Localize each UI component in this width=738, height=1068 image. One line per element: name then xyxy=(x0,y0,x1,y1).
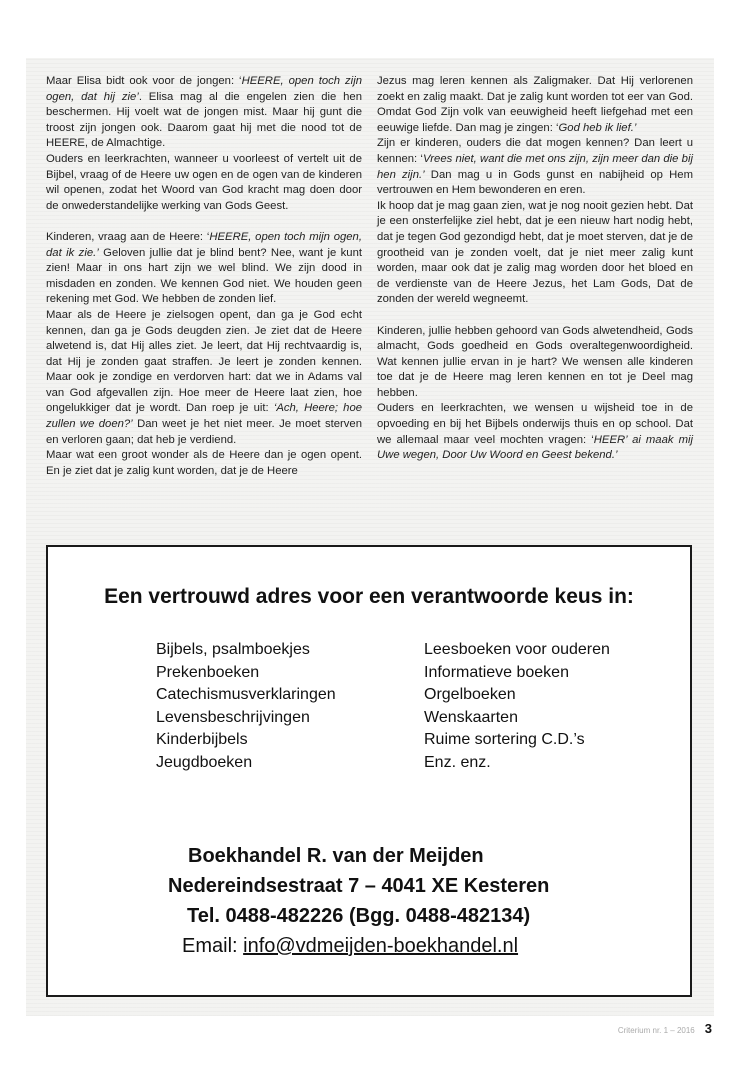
paragraph-text: Ik hoop dat je mag gaan zien, wat je nog nooit gezien hebt. Dat je een onsterfelijke ziel hebt, dat je een nieuw hart nodig hebt, dat je tegen God gezondigd hebt, dat je moet sterven, dat je de grootheid van je zonden voelt, dat je niet meer zalig kunt worden, maar ook dat je zalig mag worden door het bloed en de verdienste van de Heere Jezus, het Lam Gods, Dat de zonden der wereld wegneemt. xyxy=(377,199,693,306)
shop-phone: Tel. 0488-482226 (Bgg. 0488-482134) xyxy=(187,905,531,927)
article-paragraph xyxy=(46,230,362,308)
advert-list-item: Orgelboeken xyxy=(424,686,516,703)
advert-list-item: Wenskaarten xyxy=(424,708,518,726)
shop-name: Boekhandel R. van der Meijden xyxy=(188,845,484,867)
paragraph-text: Dan weet je het niet meer. Je moet sterven en verloren gaan; dat heb je verdiend. xyxy=(46,418,362,446)
paragraph-text: . Elisa mag al die engelen zien die hen beschermen. Hij voelt wat de jongen mist. Maar hij gunt die troost zijn jongen ook. Daarom gaat hij met die nood tot de HEERE, de Almachtige. xyxy=(46,90,362,150)
quotation-text: God heb ik lief.’ xyxy=(558,121,637,134)
email-link[interactable]: info@vdmeijden-boekhandel.nl xyxy=(243,935,519,957)
shop-email-line xyxy=(182,935,738,958)
article-paragraph xyxy=(46,74,362,152)
paragraph-text: Kinderen, jullie hebben gehoord van Gods alwetendheid, Gods almacht, Gods goedheid en Gods overaltegenwoordigheid. Wat kennen jullie ervan in je hart? We wensen alle kinderen toe dat je de Heere mag leren kennen en tot je Deel mag hebben. xyxy=(377,324,693,399)
advert-list-item: Ruime sortering C.D.’s xyxy=(424,731,585,748)
advert-list-left xyxy=(156,639,336,774)
advert-list-right xyxy=(424,639,610,774)
advert-list-item: Jeugdboeken xyxy=(156,753,253,771)
quotation-text: ‘Ach, Heere; hoe zullen we doen?’ xyxy=(46,402,363,431)
article-paragraph xyxy=(46,152,362,214)
quotation-text: HEERE, open toch mijn ogen, dat ik zie.’ xyxy=(46,230,362,259)
article-paragraph xyxy=(377,401,693,463)
advert-list-item: Enz. enz. xyxy=(424,753,491,771)
advert-list-item: Prekenboeken xyxy=(156,663,260,681)
advert-list-item: Informatieve boeken xyxy=(424,663,569,681)
page-footer xyxy=(618,1021,712,1036)
article-paragraph xyxy=(46,308,362,448)
advert-list-item: Leesboeken voor ouderen xyxy=(424,641,610,658)
paragraph-text: Jezus mag leren kennen als Zaligmaker. Dat Hij verlorenen zoekt en zalig maakt. Dat je zalig kunt worden tot eer van God. Omdat God Zijn volk van eeuwigheid heeft liefgehad met een eeuwige liefde. Dan mag je zingen: ‘ xyxy=(377,75,693,134)
advert-list-item: Catechismusverklaringen xyxy=(156,686,336,703)
bookshop-advertisement xyxy=(46,545,692,997)
page-number: 3 xyxy=(704,1021,712,1036)
article-paragraph xyxy=(377,324,693,402)
article-paragraph xyxy=(377,136,693,198)
paragraph-text: Zijn er kinderen, ouders die dat mogen kennen? Dan leert u kennen: ‘ xyxy=(377,137,693,165)
paragraph-text: Maar wat een groot wonder als de Heere dan je ogen opent. En je ziet dat je zalig kunt worden, dat je de Heere xyxy=(46,449,362,477)
article-paragraph xyxy=(377,74,693,136)
publication-label: Criterium nr. 1 – 2016 xyxy=(617,1026,695,1035)
quotation-text: HEER’ ai maak mij Uwe wegen, Door Uw Woord en Geest bekend.’ xyxy=(377,433,693,462)
paragraph-text: Ouders en leerkrachten, we wensen u wijsheid toe in de opvoeding en bij het Bijbels onderwijs thuis en op school. Dat we allemaal maar veel mochten vragen: ‘ xyxy=(377,402,693,446)
article-paragraph xyxy=(377,199,693,308)
quotation-text: HEERE, open toch zijn ogen, dat hij zie’ xyxy=(46,75,362,103)
article-paragraph xyxy=(46,448,362,479)
shop-address: Nedereindsestraat 7 – 4041 XE Kesteren xyxy=(168,875,550,897)
paragraph-text: Maar als de Heere je zielsogen opent, dan ga je God echt kennen, dan ga je Gods deugden zien. Je ziet dat de Heere alwetend is, dat Hij alles ziet. Je leert, dat Hij rechtvaardig is, dat Hij je zonden gaat straffen. Je leert je zonden kennen. Maar ook je zondige en verdorven hart: dat we in Adams val van God afgevallen zijn. Hoe meer de Heere laat zien, hoe ongelukkiger dat je wordt. Dan roep je uit: xyxy=(46,308,362,415)
advert-list-item: Bijbels, psalmboekjes xyxy=(156,641,310,658)
advert-heading: Een vertrouwd adres voor een verantwoorde keus in: xyxy=(104,585,634,608)
paragraph-text: Ouders en leerkrachten, wanneer u voorleest of vertelt uit de Bijbel, vraag of de Heere uw ogen en de ogen van de kinderen wil openen, zodat het Woord van God kracht mag doen door de onwederstandelijke werking van Gods Geest. xyxy=(46,152,362,212)
paragraph-text: Geloven jullie dat je blind bent? Nee, want je kunt zien! Maar in ons hart zijn we wel blind. We zijn dood in misdaden en zonden. We kennen God niet. We houden geen rekening met God. We hebben de zonden lief. xyxy=(46,246,362,306)
advert-list-item: Levensbeschrijvingen xyxy=(156,708,310,726)
quotation-text: Vrees niet, want die met ons zijn, zijn meer dan die bij hen zijn.’ xyxy=(377,152,693,181)
paragraph-text: Maar Elisa bidt ook voor de jongen: ‘ xyxy=(46,75,242,87)
paragraph-text: Dan mag u in Gods gunst en nabijheid op Hem vertrouwen en Hem bewonderen en eren. xyxy=(377,168,693,197)
article-column-right xyxy=(377,74,693,464)
advert-list-item: Kinderbijbels xyxy=(156,731,248,748)
paragraph-text: Kinderen, vraag aan de Heere: ‘ xyxy=(46,230,210,243)
article-column-left xyxy=(46,74,362,479)
email-label: Email: xyxy=(182,935,244,957)
